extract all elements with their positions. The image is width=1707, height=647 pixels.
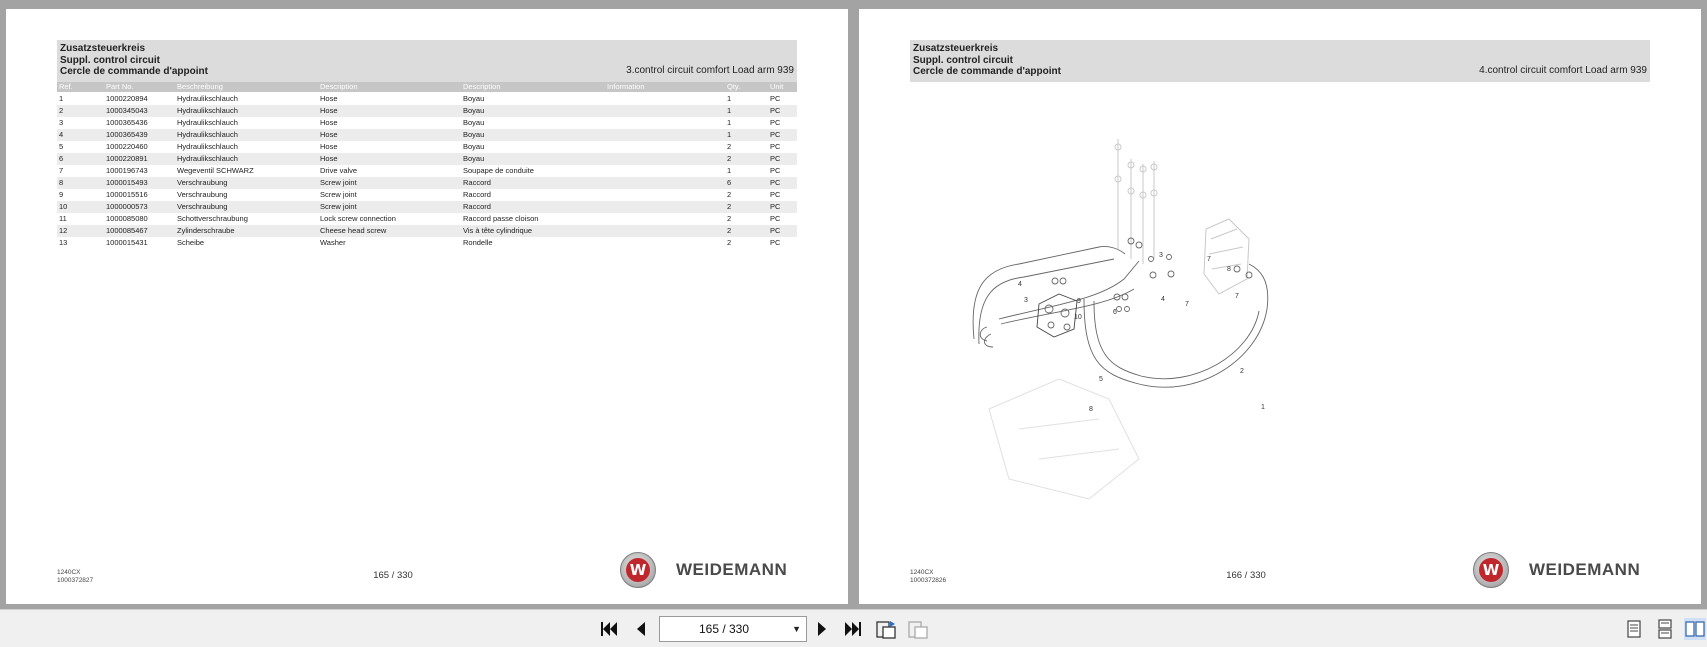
callout-label: 3 [1024, 297, 1028, 304]
row-description-en: Hose [320, 106, 338, 115]
callout-label: 4 [1018, 281, 1022, 288]
model-number: 1240CX [910, 569, 934, 576]
document-page-left [6, 9, 848, 604]
row-beschreibung: Verschraubung [177, 178, 228, 187]
row-ref: 8 [59, 178, 64, 187]
table-row [57, 141, 797, 153]
row-qty: 1 [727, 106, 732, 115]
row-part-no: 1000000573 [106, 202, 148, 211]
header-title-en: Suppl. control circuit [913, 54, 1014, 66]
row-qty: 1 [727, 94, 732, 103]
row-description-fr: Raccord passe cloison [463, 214, 539, 223]
row-ref: 5 [59, 142, 64, 151]
col-ref: Ref. [59, 82, 73, 91]
callout-label: 9 [1077, 298, 1081, 305]
row-description-fr: Boyau [463, 94, 485, 103]
first-page-icon[interactable] [598, 618, 620, 640]
table-row [57, 105, 797, 117]
row-part-no: 1000345043 [106, 106, 148, 115]
document-page-right [859, 9, 1701, 604]
assembly-title: 4.control circuit comfort Load arm 939 [1479, 64, 1647, 76]
row-unit: PC [770, 118, 781, 127]
row-unit: PC [770, 202, 781, 211]
row-qty: 1 [727, 166, 732, 175]
row-ref: 4 [59, 130, 64, 139]
row-beschreibung: Verschraubung [177, 202, 228, 211]
next-page-icon[interactable] [811, 618, 833, 640]
col-description-fr: Description [463, 82, 501, 91]
single-page-view-icon[interactable] [1623, 618, 1645, 640]
row-qty: 2 [727, 238, 732, 247]
row-description-en: Hose [320, 142, 338, 151]
callout-label: 3 [1159, 252, 1163, 259]
row-description-fr: Soupape de conduite [463, 166, 534, 175]
row-ref: 3 [59, 118, 64, 127]
table-row [57, 129, 797, 141]
row-beschreibung: Verschraubung [177, 190, 228, 199]
continuous-view-icon[interactable] [1654, 618, 1676, 640]
row-qty: 1 [727, 118, 732, 127]
row-ref: 2 [59, 106, 64, 115]
row-part-no: 1000085467 [106, 226, 148, 235]
row-ref: 6 [59, 154, 64, 163]
row-beschreibung: Hydraulikschlauch [177, 94, 238, 103]
chevron-down-icon[interactable]: ▼ [792, 624, 801, 634]
row-unit: PC [770, 238, 781, 247]
row-qty: 2 [727, 190, 732, 199]
row-beschreibung: Hydraulikschlauch [177, 142, 238, 151]
row-unit: PC [770, 214, 781, 223]
row-part-no: 1000015493 [106, 178, 148, 187]
table-row [57, 93, 797, 105]
row-description-fr: Raccord [463, 178, 491, 187]
col-information: Information [607, 82, 645, 91]
row-description-en: Washer [320, 238, 346, 247]
callout-label: 2 [1240, 368, 1244, 375]
header-title-de: Zusatzsteuerkreis [60, 43, 146, 54]
callout-label: 6 [1113, 309, 1117, 316]
row-description-en: Hose [320, 130, 338, 139]
row-ref: 1 [59, 94, 64, 103]
row-part-no: 1000196743 [106, 166, 148, 175]
row-part-no: 1000015431 [106, 238, 148, 247]
row-description-fr: Boyau [463, 130, 485, 139]
row-ref: 12 [59, 226, 68, 235]
row-description-en: Drive valve [320, 166, 358, 175]
row-description-en: Hose [320, 94, 338, 103]
page-number-value[interactable]: 165 / 330 [698, 622, 750, 636]
document-number: 1000372827 [57, 577, 94, 584]
exploded-parts-diagram [1018, 129, 1459, 509]
callout-label: 5 [1099, 376, 1103, 383]
model-number: 1240CX [57, 569, 81, 576]
col-beschreibung: Beschreibung [177, 82, 223, 91]
row-part-no: 1000015516 [106, 190, 148, 199]
table-row [57, 177, 797, 189]
row-description-fr: Boyau [463, 106, 485, 115]
footer-model [57, 569, 93, 585]
row-part-no: 1000085080 [106, 214, 148, 223]
row-unit: PC [770, 226, 781, 235]
row-qty: 2 [727, 142, 732, 151]
row-qty: 2 [727, 226, 732, 235]
row-part-no: 1000365439 [106, 130, 148, 139]
row-beschreibung: Hydraulikschlauch [177, 154, 238, 163]
brand-name: WEIDEMANN [1529, 560, 1641, 579]
col-unit: Unit [770, 82, 784, 91]
col-part-no: Part No. [106, 82, 134, 91]
row-unit: PC [770, 142, 781, 151]
last-page-icon[interactable] [842, 618, 864, 640]
table-row [57, 117, 797, 129]
row-ref: 11 [59, 214, 67, 223]
row-qty: 2 [727, 202, 732, 211]
row-description-en: Cheese head screw [320, 226, 387, 235]
row-description-fr: Raccord [463, 202, 491, 211]
table-row [57, 213, 797, 225]
callout-label: 7 [1207, 256, 1211, 263]
row-unit: PC [770, 190, 781, 199]
row-beschreibung: Zylinderschraube [177, 226, 235, 235]
table-row [57, 237, 797, 249]
brand-name: WEIDEMANN [676, 560, 788, 579]
col-description-en: Description [320, 82, 358, 91]
weidemann-logo-icon: W [620, 552, 656, 588]
row-description-fr: Boyau [463, 154, 485, 163]
callout-label: 8 [1089, 406, 1093, 413]
footer-model [910, 569, 946, 585]
row-description-en: Screw joint [320, 178, 357, 187]
table-row [57, 201, 797, 213]
row-unit: PC [770, 106, 781, 115]
page-number-input[interactable] [659, 616, 807, 642]
row-description-en: Screw joint [320, 202, 357, 211]
viewer-toolbar [0, 609, 1707, 647]
table-row [57, 189, 797, 201]
row-unit: PC [770, 154, 781, 163]
two-page-view-icon[interactable] [1684, 618, 1706, 640]
header-title-fr: Cercle de commande d'appoint [913, 66, 1061, 77]
header-title-fr: Cercle de commande d'appoint [60, 66, 208, 77]
callout-label: 10 [1074, 314, 1082, 321]
row-description-fr: Boyau [463, 118, 485, 127]
row-unit: PC [770, 178, 781, 187]
row-qty: 2 [727, 214, 732, 223]
previous-page-icon[interactable] [630, 618, 652, 640]
row-description-fr: Vis à tête cylindrique [463, 226, 533, 235]
row-ref: 10 [59, 202, 68, 211]
col-qty: Qty. [727, 82, 741, 91]
callout-label: 7 [1185, 301, 1189, 308]
weidemann-logo-icon: W [1473, 552, 1509, 588]
page-number: 165 / 330 [373, 570, 413, 581]
row-part-no: 1000220460 [106, 142, 148, 151]
row-description-fr: Boyau [463, 142, 485, 151]
row-description-en: Screw joint [320, 190, 357, 199]
row-part-no: 1000220891 [106, 154, 148, 163]
row-beschreibung: Scheibe [177, 238, 205, 247]
fit-view-icon[interactable] [907, 618, 929, 640]
row-unit: PC [770, 166, 781, 175]
table-row [57, 165, 797, 177]
section-header [57, 40, 797, 82]
row-beschreibung: Hydraulikschlauch [177, 118, 238, 127]
row-qty: 2 [727, 154, 732, 163]
row-description-en: Hose [320, 118, 338, 127]
callout-label: 4 [1161, 296, 1165, 303]
document-number: 1000372826 [910, 577, 947, 584]
table-row [57, 153, 797, 165]
diagram-callouts [1018, 252, 1265, 413]
row-beschreibung: Hydraulikschlauch [177, 106, 238, 115]
row-part-no: 1000220894 [106, 94, 148, 103]
table-row [57, 225, 797, 237]
row-beschreibung: Schottverschraubung [177, 214, 248, 223]
row-unit: PC [770, 94, 781, 103]
header-title-de: Zusatzsteuerkreis [913, 43, 999, 54]
row-unit: PC [770, 130, 781, 139]
row-part-no: 1000365436 [106, 118, 148, 127]
row-description-fr: Raccord [463, 190, 491, 199]
row-description-en: Hose [320, 154, 338, 163]
callout-label: 7 [1235, 293, 1239, 300]
row-qty: 6 [727, 178, 732, 187]
header-title-en: Suppl. control circuit [60, 54, 161, 66]
row-ref: 9 [59, 190, 64, 199]
row-ref: 13 [59, 238, 68, 247]
assembly-title: 3.control circuit comfort Load arm 939 [626, 64, 794, 76]
page-number: 166 / 330 [1226, 570, 1266, 581]
row-beschreibung: Wegeventil SCHWARZ [177, 166, 254, 175]
row-ref: 7 [59, 166, 64, 175]
section-header [910, 40, 1650, 82]
parts-table-header [57, 82, 797, 92]
row-qty: 1 [727, 130, 732, 139]
row-description-fr: Rondelle [463, 238, 493, 247]
callout-label: 8 [1227, 266, 1231, 273]
row-beschreibung: Hydraulikschlauch [177, 130, 238, 139]
row-description-en: Lock screw connection [320, 214, 396, 223]
callout-label: 1 [1261, 404, 1265, 411]
rotate-view-icon[interactable] [875, 618, 897, 640]
